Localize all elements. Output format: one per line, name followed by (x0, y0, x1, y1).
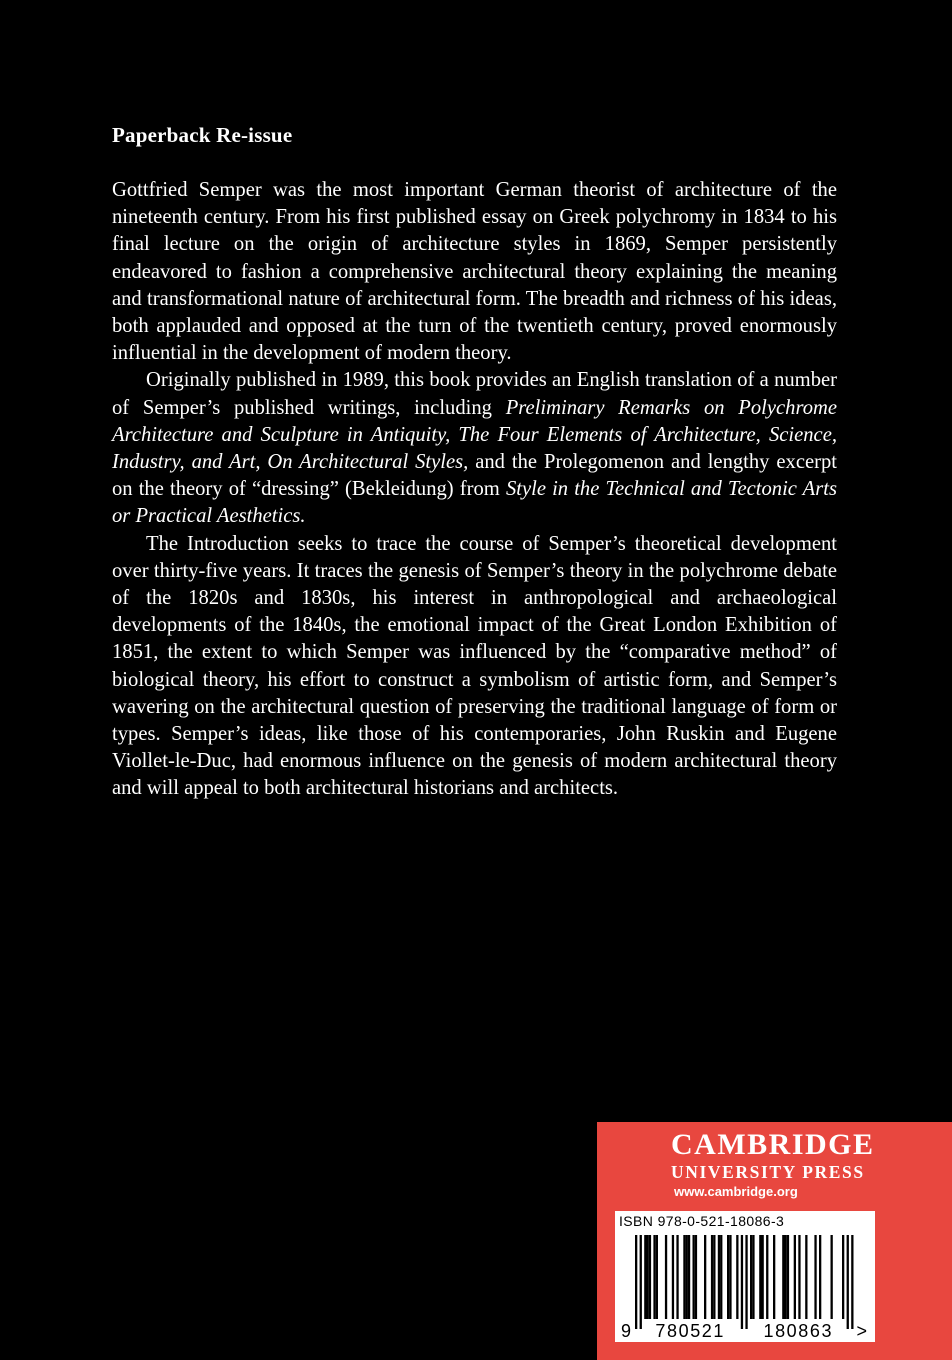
barcode-bar (851, 1235, 853, 1329)
barcode-bar (676, 1235, 678, 1319)
paragraph-2-style-title: Style in the Technical and Tectonic Arts or Practical Aesthetics. (112, 478, 838, 528)
paragraph-2-text-b: and the Prolegomenon and lengthy excerpt on the theory of “dressing” (Bekleidung) from (112, 451, 837, 501)
barcode-bar (759, 1235, 761, 1319)
isbn-label: ISBN 978-0-521-18086-3 (619, 1213, 785, 1229)
barcode-digits-right: 180863 (763, 1321, 834, 1341)
barcode-bar (814, 1235, 816, 1319)
barcode-bar (842, 1235, 844, 1319)
barcode-bar (785, 1235, 787, 1319)
barcode-bar (649, 1235, 651, 1319)
barcode-bar (798, 1235, 800, 1319)
barcode-quiet-zone-mark: > (856, 1321, 869, 1341)
publisher-block (597, 1122, 952, 1360)
paragraph-2-titles: Preliminary Remarks on Polychrome Architecture and Sculpture in Antiquity, The Four Elements of Architecture, Science, Industry, and Art, On Architectural Styles, (112, 396, 838, 474)
barcode-bar (653, 1235, 655, 1319)
barcode-bar (782, 1235, 784, 1319)
barcode-bar (686, 1235, 688, 1319)
barcode-bar (635, 1235, 637, 1329)
barcode-bar (752, 1235, 754, 1319)
barcode-bar (794, 1235, 796, 1319)
barcode-bar (704, 1235, 706, 1319)
barcode-bar (847, 1235, 849, 1329)
publisher-logo-name: CAMBRIDGE (671, 1128, 875, 1161)
barcode-bar (787, 1235, 789, 1319)
barcode-bar (665, 1235, 667, 1319)
barcode-bar (805, 1235, 807, 1319)
barcode-digits-left: 780521 (655, 1321, 726, 1341)
blurb-text (112, 177, 837, 803)
barcode-bar (750, 1235, 752, 1319)
publisher-website: www.cambridge.org (674, 1184, 798, 1199)
barcode-bar (693, 1235, 695, 1319)
barcode-bar (695, 1235, 697, 1319)
paragraph-1: Gottfried Semper was the most important German theorist of architecture of the nineteenth century. From his first published essay on Greek polychromy in 1834 to his final lecture on the origin of architecture styles in 1869, Semper persistently endeavored to fashion a comprehensive architectural theory explaining the meaning and transformational nature of architectural form. The breadth and richness of his ideas, both applauded and opposed at the turn of the twentieth century, proved enormously influential in the development of modern theory. (112, 179, 837, 365)
barcode-bar (656, 1235, 658, 1319)
barcode-bar (762, 1235, 764, 1319)
paragraph-3: The Introduction seeks to trace the course of Semper’s theoretical development over thirty-five years. It traces the genesis of Semper’s theory in the polychrome debate of the 1820s and 1830s, his interest in anthropological and archaeological developments of the 1840s, the emotional impact of the Great London Exhibition of 1851, the extent to which Semper was influenced by the “comparative method” of biological theory, his effort to construct a symbolism of artistic form, and Semper’s wavering on the architectural question of preserving the traditional language of form or types. Semper’s ideas, like those of his contemporaries, John Ruskin and Eugene Viollet-le-Duc, had enormous influence on the genesis of modern architectural theory and will appeal to both architectural historians and architects. (112, 532, 837, 800)
reissue-heading: Paperback Re-issue (112, 123, 293, 147)
barcode-bar (741, 1235, 743, 1329)
paragraph-2 (112, 367, 837, 530)
barcode-bar (729, 1235, 731, 1319)
barcode-bar (736, 1235, 738, 1319)
barcode-bar (711, 1235, 713, 1319)
barcode-bar (720, 1235, 722, 1319)
barcode-bar (647, 1235, 649, 1319)
barcode-bar (819, 1235, 821, 1319)
barcode-bar (644, 1235, 646, 1319)
barcode-bar (766, 1235, 768, 1319)
barcode-bar (713, 1235, 715, 1319)
barcode-digit-lead: 9 (621, 1321, 633, 1341)
barcode-bar (688, 1235, 690, 1319)
publisher-logo-subtitle: UNIVERSITY PRESS (671, 1162, 865, 1182)
barcode-bar (683, 1235, 685, 1319)
barcode-bar (718, 1235, 720, 1319)
barcode-bar (773, 1235, 775, 1319)
paragraph-2-text-a: Originally published in 1989, this book provides an English translation of a number of Semper’s published writings, including (112, 369, 837, 419)
barcode-icon (615, 1233, 875, 1342)
barcode-bar (672, 1235, 674, 1319)
barcode-bar (745, 1235, 747, 1329)
barcode-bar (727, 1235, 729, 1319)
barcode-bar (640, 1235, 642, 1329)
barcode-panel (615, 1211, 875, 1342)
barcode-bar (831, 1235, 833, 1319)
